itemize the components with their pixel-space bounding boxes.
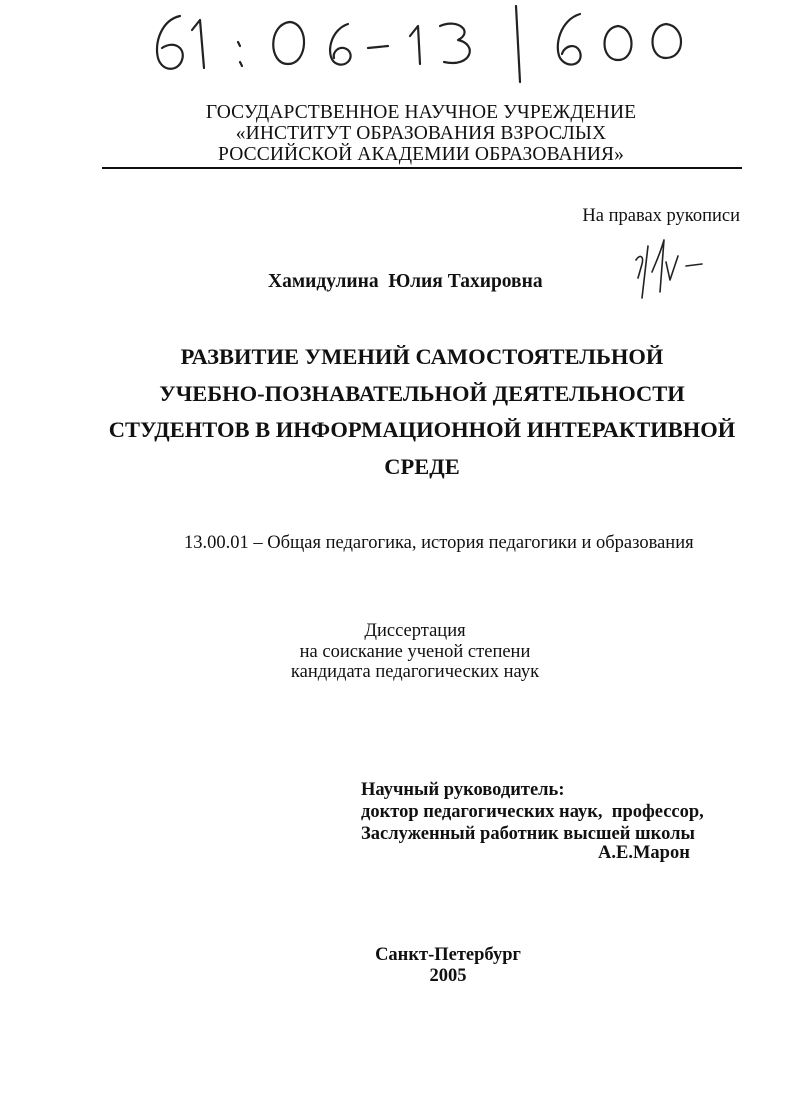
institution-line: РОССИЙСКОЙ АКАДЕМИИ ОБРАЗОВАНИЯ» (218, 144, 624, 165)
manuscript-rights-note: На правах рукописи (582, 206, 740, 226)
degree-line: Диссертация (364, 621, 466, 641)
title-line: РАЗВИТИЕ УМЕНИЙ САМОСТОЯТЕЛЬНОЙ (180, 344, 664, 369)
title-line: СТУДЕНТОВ В ИНФОРМАЦИОННОЙ ИНТЕРАКТИВНОЙ (108, 417, 736, 442)
author-name: Хамидулина Юлия Тахировна (268, 271, 543, 292)
supervisor-block (361, 779, 704, 845)
degree-line: кандидата педагогических наук (290, 662, 540, 682)
institution-name (0, 102, 794, 165)
degree-line: на соискание ученой степени (299, 641, 531, 662)
year: 2005 (429, 966, 467, 986)
specialty-code: 13.00.01 – Общая педагогика, история педагогики и образования (184, 533, 694, 553)
institution-line: ГОСУДАРСТВЕННОЕ НАУЧНОЕ УЧРЕЖДЕНИЕ (205, 102, 637, 123)
header-divider (102, 167, 742, 169)
supervisor-name: А.Е.Марон (598, 843, 690, 863)
supervisor-heading: Научный руководитель: (361, 780, 565, 800)
handwritten-archive-number (140, 2, 700, 84)
supervisor-degree: доктор педагогических наук, профессор, (361, 802, 704, 822)
degree-statement (260, 621, 570, 683)
author-signature (630, 232, 710, 302)
place-and-year (352, 945, 544, 987)
title-line: УЧЕБНО-ПОЗНАВАТЕЛЬНОЙ ДЕЯТЕЛЬНОСТИ (159, 380, 685, 406)
title-line: СРЕДЕ (384, 453, 460, 479)
dissertation-title (60, 339, 784, 485)
supervisor-honor: Заслуженный работник высшей школы (361, 824, 695, 844)
city: Санкт-Петербург (375, 945, 521, 965)
institution-line: «ИНСТИТУТ ОБРАЗОВАНИЯ ВЗРОСЛЫХ (235, 123, 607, 144)
